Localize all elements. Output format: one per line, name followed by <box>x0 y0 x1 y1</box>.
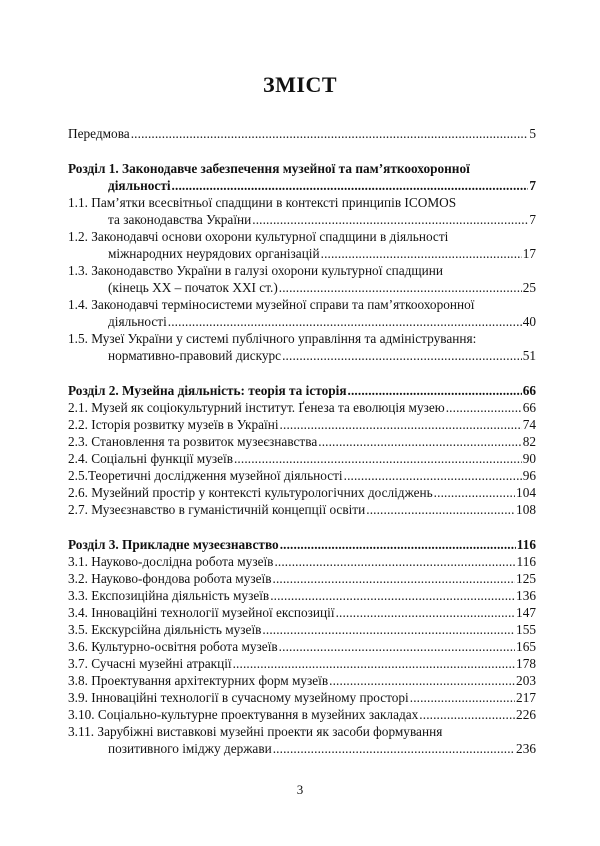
leader-dots <box>172 177 529 194</box>
toc-page-number: 90 <box>522 451 536 466</box>
leader-dots <box>279 279 522 296</box>
toc-page-number: 74 <box>522 417 536 432</box>
toc-entry-label: 2.3. Становлення та розвиток музеєзнавства <box>68 434 318 449</box>
leader-dots <box>329 672 515 689</box>
toc-entry-label: та законодавства України <box>108 212 252 227</box>
leader-dots <box>279 638 515 655</box>
leader-dots <box>419 706 515 723</box>
toc-section-1-heading[interactable] <box>68 160 536 194</box>
toc-page-number: 155 <box>516 622 536 637</box>
leader-dots <box>434 484 515 501</box>
toc-entry-label: 2.5.Теоретичні дослідження музейної діяльності <box>68 468 343 483</box>
toc-entry-1-4[interactable] <box>68 296 536 330</box>
toc-entry-3-8[interactable] <box>68 672 536 689</box>
toc-entry-label: позитивного іміджу держави <box>108 741 272 756</box>
toc-section-2-heading[interactable] <box>68 382 536 399</box>
toc-page-number: 40 <box>522 314 536 329</box>
toc-entry-1-5[interactable] <box>68 330 536 364</box>
toc-entry-label: 2.7. Музеєзнавство в гуманістичній концепції освіти <box>68 502 366 517</box>
toc-page-number: 178 <box>516 656 536 671</box>
toc-entry-3-7[interactable] <box>68 655 536 672</box>
toc-entry-label: 3.9. Інноваційні технології в сучасному музейному просторі <box>68 690 409 705</box>
toc-entry-3-6[interactable] <box>68 638 536 655</box>
leader-dots <box>348 382 522 399</box>
table-of-contents <box>68 125 536 757</box>
toc-entry-1-3[interactable] <box>68 262 536 296</box>
toc-entry-label: 1.2. Законодавчі основи охорони культурної спадщини в діяльності <box>68 229 449 244</box>
toc-entry-2-6[interactable] <box>68 484 536 501</box>
toc-page-number: 7 <box>529 212 536 227</box>
toc-entry-label: 3.8. Проектування архітектурних форм музеїв <box>68 673 329 688</box>
leader-dots <box>344 467 522 484</box>
toc-entry-label: 3.4. Інноваційні технології музейної експозиції <box>68 605 335 620</box>
toc-page-number: 165 <box>516 639 536 654</box>
toc-entry-label: Передмова <box>68 126 130 141</box>
leader-dots <box>282 347 522 364</box>
toc-page-number: 51 <box>522 348 536 363</box>
toc-entry-3-11[interactable] <box>68 723 536 757</box>
toc-entry-2-7[interactable] <box>68 501 536 518</box>
leader-dots <box>318 433 521 450</box>
leader-dots <box>280 536 516 553</box>
toc-entry-label: 1.5. Музеї України у системі публічного управління та адміністрування: <box>68 331 477 346</box>
toc-entry-label: нормативно-правовий дискурс <box>108 348 282 363</box>
toc-page-number: 136 <box>516 588 536 603</box>
toc-entry-label: діяльності <box>108 178 171 193</box>
leader-dots <box>262 621 515 638</box>
leader-dots <box>410 689 515 706</box>
toc-entry-label: (кінець XX – початок XXI ст.) <box>108 280 278 295</box>
toc-entry-preface[interactable] <box>68 125 536 142</box>
toc-entry-2-3[interactable] <box>68 433 536 450</box>
toc-entry-label: 1.3. Законодавство України в галузі охорони культурної спадщини <box>68 263 443 278</box>
toc-entry-label: 1.1. Пам’ятки всесвітньої спадщини в контексті принципів ICOMOS <box>68 195 457 210</box>
page-title: ЗМІСТ <box>263 72 337 97</box>
leader-dots <box>336 604 515 621</box>
toc-entry-label: 3.2. Науково-фондова робота музеїв <box>68 571 272 586</box>
toc-page-number: 147 <box>516 605 536 620</box>
toc-page-number: 108 <box>516 502 536 517</box>
toc-page-number: 226 <box>516 707 536 722</box>
toc-page-number: 125 <box>516 571 536 586</box>
toc-entry-label: 2.1. Музей як соціокультурний інститут. Ґенеза та еволюція музею <box>68 400 445 415</box>
toc-page-number: 5 <box>529 126 536 141</box>
toc-entry-2-2[interactable] <box>68 416 536 433</box>
toc-entry-3-3[interactable] <box>68 587 536 604</box>
toc-page-number: 116 <box>516 554 536 569</box>
leader-dots <box>273 740 515 757</box>
leader-dots <box>321 245 522 262</box>
leader-dots <box>168 313 522 330</box>
toc-entry-label: 3.5. Екскурсійна діяльність музеїв <box>68 622 262 637</box>
toc-entry-1-1[interactable] <box>68 194 536 228</box>
leader-dots <box>270 587 515 604</box>
toc-entry-3-10[interactable] <box>68 706 536 723</box>
toc-page-number: 25 <box>522 280 536 295</box>
toc-page-number: 66 <box>522 400 536 415</box>
toc-page-number: 203 <box>516 673 536 688</box>
leader-dots <box>280 416 522 433</box>
toc-entry-label: Розділ 2. Музейна діяльність: теорія та історія <box>68 383 347 398</box>
toc-entry-3-4[interactable] <box>68 604 536 621</box>
leader-dots <box>446 399 522 416</box>
toc-entry-3-5[interactable] <box>68 621 536 638</box>
page-number: 3 <box>296 782 304 797</box>
toc-entry-3-9[interactable] <box>68 689 536 706</box>
toc-entry-label: 1.4. Законодавчі терміносистеми музейної справи та пам’яткоохоронної <box>68 297 475 312</box>
toc-page-number: 66 <box>522 383 536 398</box>
toc-entry-label: міжнародних неурядових організацій <box>108 246 320 261</box>
toc-entry-3-2[interactable] <box>68 570 536 587</box>
toc-page-number: 116 <box>516 537 536 552</box>
toc-page-number: 7 <box>529 178 536 193</box>
toc-entry-label: 2.6. Музейний простір у контексті культурологічних досліджень <box>68 485 433 500</box>
leader-dots <box>131 125 529 142</box>
toc-entry-1-2[interactable] <box>68 228 536 262</box>
toc-entry-label: 3.7. Сучасні музейні атракції <box>68 656 232 671</box>
toc-entry-label: Розділ 3. Прикладне музеєзнавство <box>68 537 279 552</box>
leader-dots <box>234 450 522 467</box>
toc-entry-2-1[interactable] <box>68 399 536 416</box>
toc-page-number: 17 <box>522 246 536 261</box>
toc-page-number: 236 <box>516 741 536 756</box>
toc-entry-3-1[interactable] <box>68 553 536 570</box>
toc-page-number: 96 <box>522 468 536 483</box>
toc-entry-label: 3.3. Експозиційна діяльність музеїв <box>68 588 270 603</box>
toc-entry-label: 3.11. Зарубіжні виставкові музейні проекти як засоби формування <box>68 724 443 739</box>
leader-dots <box>233 655 515 672</box>
leader-dots <box>274 553 515 570</box>
leader-dots <box>252 211 528 228</box>
toc-entry-label: Розділ 1. Законодавче забезпечення музейної та пам’яткоохоронної <box>68 161 470 176</box>
toc-entry-label: 2.4. Соціальні функції музеїв <box>68 451 233 466</box>
toc-entry-2-4[interactable] <box>68 450 536 467</box>
leader-dots <box>366 501 515 518</box>
toc-entry-label: 3.6. Культурно-освітня робота музеїв <box>68 639 278 654</box>
leader-dots <box>273 570 516 587</box>
toc-entry-label: діяльності <box>108 314 167 329</box>
toc-entry-2-5[interactable] <box>68 467 536 484</box>
toc-page-number: 104 <box>516 485 536 500</box>
toc-page-number: 217 <box>516 690 536 705</box>
toc-page-number: 82 <box>522 434 536 449</box>
toc-entry-label: 2.2. Історія розвитку музеїв в Україні <box>68 417 279 432</box>
toc-entry-label: 3.10. Соціально-культурне проектування в музейних закладах <box>68 707 419 722</box>
toc-entry-label: 3.1. Науково-дослідна робота музеїв <box>68 554 274 569</box>
toc-section-3-heading[interactable] <box>68 536 536 553</box>
